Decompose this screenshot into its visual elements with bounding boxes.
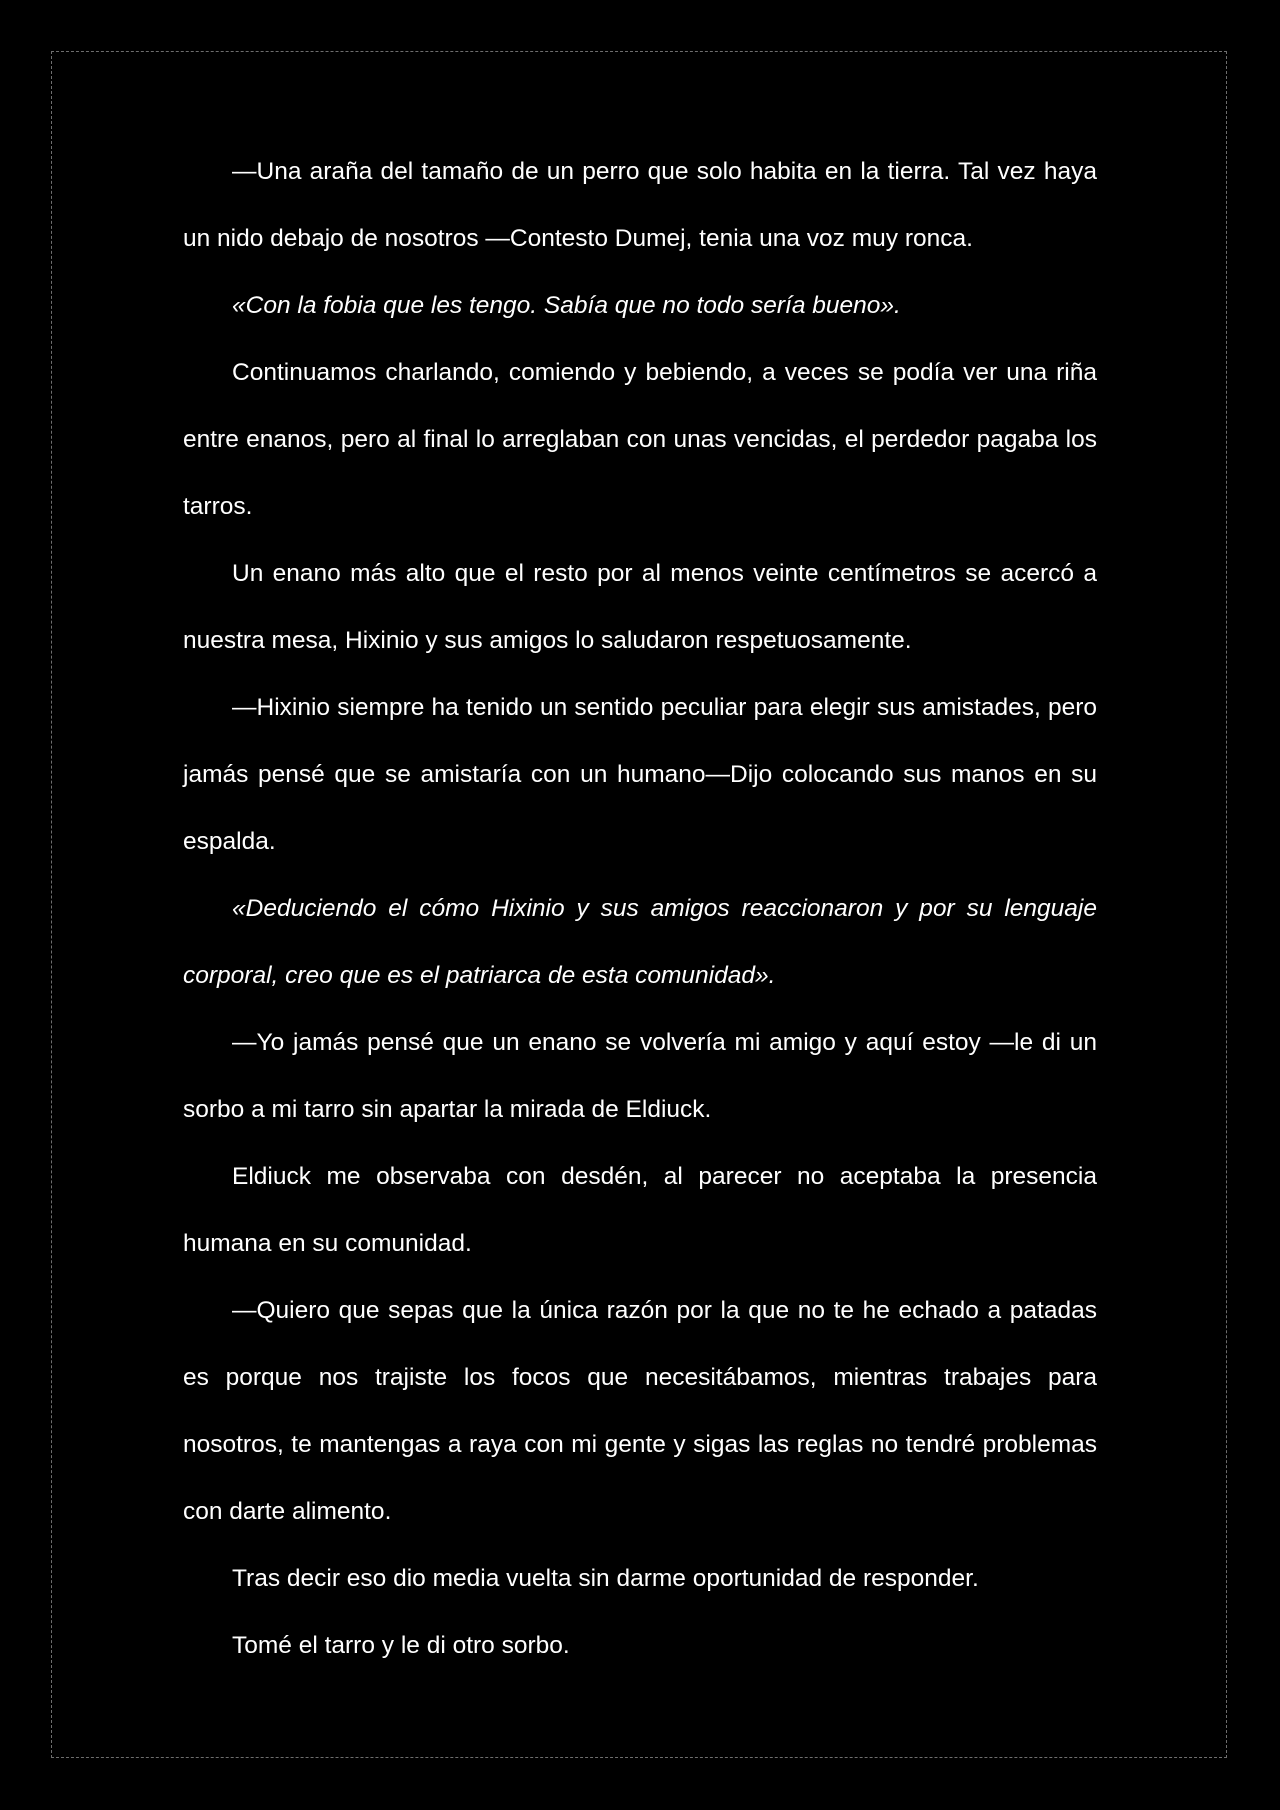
paragraph-6-thought: «Deduciendo el cómo Hixinio y sus amigos reaccionaron y por su lenguaje corporal, creo que es el patriarca de esta comunidad».	[183, 895, 1097, 989]
paragraph-4: Un enano más alto que el resto por al menos veinte centímetros se acercó a nuestra mesa, Hixinio y sus amigos lo saludaron respetuosamente.	[183, 560, 1097, 654]
paragraph-2-thought: «Con la fobia que les tengo. Sabía que no todo sería bueno».	[232, 292, 901, 319]
text-body	[183, 138, 1097, 1679]
paragraph-5: —Hixinio siempre ha tenido un sentido peculiar para elegir sus amistades, pero jamás pensé que se amistaría con un humano—Dijo colocando sus manos en su espalda.	[183, 694, 1097, 855]
paragraph-3: Continuamos charlando, comiendo y bebiendo, a veces se podía ver una riña entre enanos, pero al final lo arreglaban con unas vencidas, el perdedor pagaba los tarros.	[183, 359, 1097, 520]
paragraph-9: —Quiero que sepas que la única razón por la que no te he echado a patadas es porque nos trajiste los focos que necesitábamos, mientras trabajes para nosotros, te mantengas a raya con mi gente y sigas las reglas no tendré problemas con darte alimento.	[183, 1297, 1097, 1525]
paragraph-11: Tomé el tarro y le di otro sorbo.	[232, 1632, 570, 1659]
paragraph-8: Eldiuck me observaba con desdén, al parecer no aceptaba la presencia humana en su comunidad.	[183, 1163, 1097, 1257]
paragraph-1: —Una araña del tamaño de un perro que solo habita en la tierra. Tal vez haya un nido debajo de nosotros —Contesto Dumej, tenia una voz muy ronca.	[183, 158, 1097, 252]
paragraph-10: Tras decir eso dio media vuelta sin darme oportunidad de responder.	[232, 1565, 979, 1592]
paragraph-7: —Yo jamás pensé que un enano se volvería mi amigo y aquí estoy —le di un sorbo a mi tarro sin apartar la mirada de Eldiuck.	[183, 1029, 1097, 1123]
